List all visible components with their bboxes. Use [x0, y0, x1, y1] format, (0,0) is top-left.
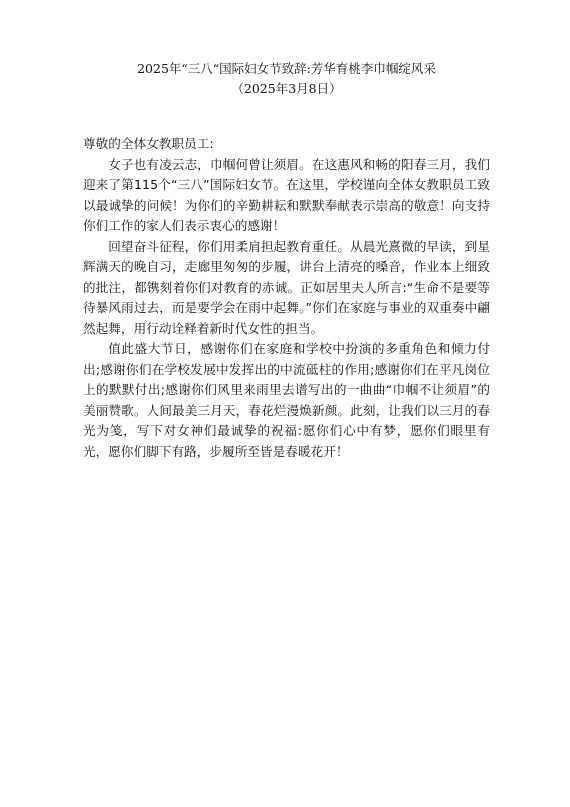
- salutation: 尊敬的全体女教职员工:: [83, 136, 214, 151]
- document-date: （2025年3月8日）: [231, 81, 342, 96]
- title-block: [83, 60, 490, 98]
- document-title: 2025年“三八“国际妇女节致辞:芳华育桃李巾帼绽风采: [137, 61, 436, 76]
- paragraph-retrospect: 回望奋斗征程，你们用柔肩担起教育重任。从晨光熹微的早读，到星辉满天的晚自习，走廊里匆匆的步履，讲台上清亮的嗓音，作业本上细致的批注，都镌刻着你们对教育的赤诚。正如居里夫人所言:“生命不是要等待暴风雨过去，而是要学会在雨中起舞。”你们在家庭与事业的双重奏中翩然起舞，用行动诠释着新时代女性的担当。: [83, 238, 490, 336]
- paragraph-thanks: 值此盛大节日，感谢你们在家庭和学校中扮演的多重角色和倾力付出;感谢你们在学校发展中发挥出的中流砥柱的作用;感谢你们在平凡岗位上的默默付出;感谢你们风里来雨里去谱写出的一曲曲“巾帼不让须眉”的美丽赞歌。人间最美三月天，春花烂漫焕新颜。此刻，让我们以三月的春光为笺，写下对女神们最诚挚的祝福:愿你们心中有梦，愿你们眼里有光，愿你们脚下有路，步履所至皆是春暖花开！: [83, 341, 490, 459]
- document-body: [83, 134, 490, 462]
- paragraph-greeting: 女子也有凌云志，巾帼何曾让须眉。在这惠风和畅的阳春三月，我们迎来了第115个“三八”国际妇女节。在这里，学校谨向全体女教职员工致以最诚挚的问候！为你们的辛勤耕耘和默默奉献表示崇高的敬意！向支持你们工作的家人们表示衷心的感谢！: [83, 156, 490, 233]
